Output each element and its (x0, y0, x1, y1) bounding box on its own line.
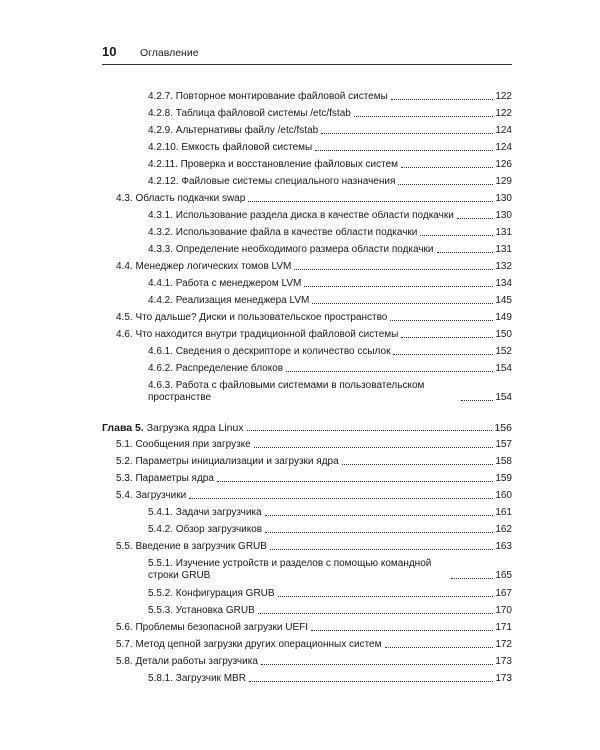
toc-entry-page: 134 (495, 278, 512, 289)
toc-entry-title: 4.2.11. Проверка и восстановление файловых систем (148, 159, 399, 170)
toc-entry-page: 145 (495, 295, 512, 306)
chapter-label: Глава 5. (102, 422, 144, 434)
toc-entry-page: 126 (495, 159, 512, 170)
toc-entry-page: 130 (495, 210, 512, 221)
dot-leader (286, 371, 493, 372)
toc-entry-page: 149 (495, 312, 512, 323)
toc-entry (148, 380, 512, 404)
toc-entry (116, 261, 512, 273)
toc-entry-page: 171 (495, 622, 512, 633)
toc-entry-page: 122 (495, 108, 512, 119)
toc-entry-page: 160 (495, 490, 512, 501)
toc-entry-title: 5.1. Сообщения при загрузке (116, 439, 251, 450)
toc-entry (148, 605, 512, 617)
toc-entry (116, 541, 512, 553)
toc-entry-title: 4.3.1. Использование раздела диска в качестве области подкачки (148, 210, 454, 221)
dot-leader (311, 630, 493, 631)
toc-entry-title: 5.4.2. Обзор загрузчиков (148, 524, 263, 535)
toc-entry (148, 108, 512, 120)
dot-leader (265, 532, 493, 533)
dot-leader (249, 681, 493, 682)
dot-leader (247, 430, 493, 431)
toc-entry-page: 150 (495, 329, 512, 340)
chapter-title: Загрузка ядра Linux (146, 422, 244, 434)
toc-entry (148, 673, 512, 685)
toc-entry-page: 154 (495, 363, 512, 374)
page-number: 10 (102, 44, 117, 59)
toc-entry-page: 162 (495, 524, 512, 535)
dot-leader (457, 218, 494, 219)
toc-entry-title: 5.4. Загрузчики (116, 490, 187, 501)
dot-leader (254, 447, 494, 448)
toc-entry-title: 4.2.12. Файловые системы специального назначения (148, 176, 396, 187)
toc-entry-title: 5.5. Введение в загрузчик GRUB (116, 541, 267, 552)
toc-entry (148, 363, 512, 375)
toc-entry-page: 124 (495, 142, 512, 153)
toc-entry-title: 5.8. Детали работы загрузчика (116, 656, 258, 667)
toc-entry-title: 4.2.7. Повторное монтирование файловой системы (148, 91, 388, 102)
toc-entry-page: 152 (495, 346, 512, 357)
toc-entry-title: 5.6. Проблемы безопасной загрузки UEFI (116, 622, 309, 633)
dot-leader (398, 184, 493, 185)
toc-entry (116, 639, 512, 651)
toc-entry-title: 4.3.2. Использование файла в качестве области подкачки (148, 227, 418, 238)
dot-leader (278, 596, 494, 597)
toc-entry-page: 129 (495, 176, 512, 187)
toc-entry-page: 157 (495, 439, 512, 450)
toc-entry (148, 227, 512, 239)
toc-entry-title: 4.4.1. Работа с менеджером LVM (148, 278, 302, 289)
toc-entry (148, 91, 512, 103)
toc-entry (116, 622, 512, 634)
toc-entry (116, 329, 512, 341)
toc-entry-title: 5.5.3. Установка GRUB (148, 605, 255, 616)
toc-entry (148, 244, 512, 256)
toc-entry-title: 4.4. Менеджер логических томов LVM (116, 261, 292, 272)
toc-entry-title: 5.4.1. Задачи загрузчика (148, 507, 262, 518)
toc-entry (116, 473, 512, 485)
toc-entry (116, 656, 512, 668)
dot-leader (393, 354, 493, 355)
toc-entry-title: 4.3.3. Определение необходимого размера области подкачки (148, 244, 434, 255)
toc-entry (148, 176, 512, 188)
toc-entry-title: 4.6.2. Распределение блоков (148, 363, 284, 374)
toc-entry-page: 131 (495, 227, 512, 238)
toc-entry (148, 295, 512, 307)
toc-entry-page: 165 (495, 570, 512, 581)
toc-entry (148, 159, 512, 171)
toc-entry-page: 170 (495, 605, 512, 616)
toc-entry-title: 4.5. Что дальше? Диски и пользовательское пространство (116, 312, 388, 323)
dot-leader (261, 664, 493, 665)
dot-leader (390, 320, 493, 321)
toc-entry (148, 507, 512, 519)
toc-entry (148, 278, 512, 290)
toc-entry-title: 5.3. Параметры ядра (116, 473, 214, 484)
toc-entry-title: 5.2. Параметры инициализации и загрузки ядра (116, 456, 339, 467)
toc-entry-page: 173 (495, 656, 512, 667)
toc-entry-page: 124 (495, 125, 512, 136)
toc-entry-page: 173 (495, 673, 512, 684)
toc-entry-title: 4.2.10. Емкость файловой системы (148, 142, 313, 153)
toc-entry-title: 5.7. Метод цепной загрузки других операционных систем (116, 639, 382, 650)
dot-leader (312, 303, 493, 304)
toc-entry-page: 132 (495, 261, 512, 272)
toc-entry-page: 131 (495, 244, 512, 255)
dot-leader (437, 252, 494, 253)
dot-leader (451, 578, 493, 579)
dot-leader (265, 515, 494, 516)
toc-entry-page: 172 (495, 639, 512, 650)
dot-leader (248, 201, 493, 202)
toc-entry-title: 4.6.1. Сведения о дескрипторе и количество ссылок (148, 346, 391, 357)
toc-entry (148, 142, 512, 154)
dot-leader (304, 286, 493, 287)
dot-leader (461, 400, 493, 401)
toc-entry-title: 4.2.9. Альтернативы файлу /etc/fstab (148, 125, 319, 136)
toc-entry-title: 4.6.3. Работа с файловыми системами в пользовательском пространстве (148, 380, 425, 403)
toc-entry (148, 346, 512, 358)
toc-entry-title: 5.5.1. Изучение устройств и разделов с помощью командной строки GRUB (148, 558, 432, 581)
toc-entry (116, 439, 512, 451)
dot-leader (401, 167, 493, 168)
toc-entry (148, 558, 512, 582)
dot-leader (270, 549, 493, 550)
toc-entry-page: 167 (495, 588, 512, 599)
toc-entry (116, 193, 512, 205)
toc-entry-page: 161 (495, 507, 512, 518)
dot-leader (354, 116, 493, 117)
dot-leader (391, 99, 494, 100)
dot-leader (294, 269, 493, 270)
toc-entry-title: 4.6. Что находится внутри традиционной файловой системы (116, 329, 399, 340)
header-rule (102, 64, 512, 65)
toc-entry (116, 312, 512, 324)
toc-entry (116, 490, 512, 502)
toc-entry-page: 159 (495, 473, 512, 484)
toc-entry-title: 4.4.2. Реализация менеджера LVM (148, 295, 310, 306)
dot-leader (420, 235, 493, 236)
toc-entry (148, 125, 512, 137)
running-title: Оглавление (140, 47, 199, 59)
toc-entry (148, 524, 512, 536)
toc-chapter-title (102, 422, 244, 434)
dot-leader (385, 647, 494, 648)
toc-entry-page: 130 (495, 193, 512, 204)
dot-leader (217, 481, 493, 482)
dot-leader (321, 133, 493, 134)
toc-entry-page: 156 (494, 422, 512, 434)
toc-entry-page: 122 (495, 91, 512, 102)
running-header (102, 44, 512, 59)
toc-entry (148, 210, 512, 222)
toc-entry (148, 588, 512, 600)
toc-entry-title: 5.8.1. Загрузчик MBR (148, 673, 246, 684)
toc-entry-page: 154 (495, 392, 512, 403)
toc-entry-title: 5.5.2. Конфигурация GRUB (148, 588, 275, 599)
toc-chapter-entry (102, 422, 512, 434)
toc-entry-page: 158 (495, 456, 512, 467)
toc-entry-title: 4.2.8. Таблица файловой системы /etc/fstab (148, 108, 351, 119)
toc-entry (116, 456, 512, 468)
toc-entry-page: 163 (495, 541, 512, 552)
dot-leader (342, 464, 494, 465)
toc-entry-title: 4.3. Область подкачки swap (116, 193, 246, 204)
dot-leader (189, 498, 493, 499)
dot-leader (401, 337, 493, 338)
dot-leader (315, 150, 493, 151)
dot-leader (258, 613, 494, 614)
